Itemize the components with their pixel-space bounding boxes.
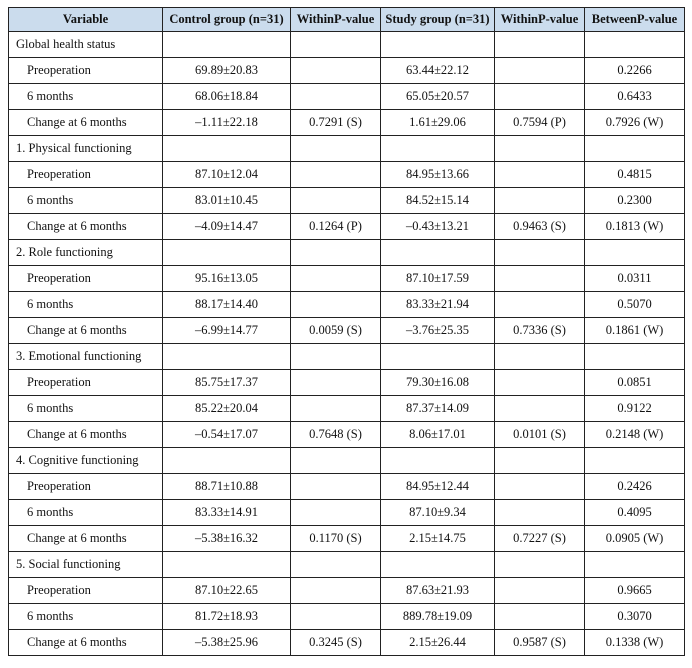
row-label: Change at 6 months [9, 214, 163, 240]
empty-cell [291, 240, 381, 266]
row-label: Change at 6 months [9, 630, 163, 656]
empty-cell [495, 32, 585, 58]
study-within-p [495, 58, 585, 84]
study-within-p [495, 474, 585, 500]
control-within-p [291, 84, 381, 110]
control-within-p [291, 500, 381, 526]
control-within-p [291, 474, 381, 500]
study-value: –0.43±13.21 [381, 214, 495, 240]
control-within-p: 0.1170 (S) [291, 526, 381, 552]
study-value: 63.44±22.12 [381, 58, 495, 84]
between-p: 0.2300 [585, 188, 685, 214]
study-within-p: 0.9587 (S) [495, 630, 585, 656]
study-value: 65.05±20.57 [381, 84, 495, 110]
empty-cell [495, 136, 585, 162]
study-value: –3.76±25.35 [381, 318, 495, 344]
between-p: 0.6433 [585, 84, 685, 110]
empty-cell [163, 344, 291, 370]
section-row [9, 136, 685, 162]
study-within-p: 0.7594 (P) [495, 110, 585, 136]
study-value: 84.95±13.66 [381, 162, 495, 188]
between-p: 0.1813 (W) [585, 214, 685, 240]
empty-cell [585, 240, 685, 266]
section-row [9, 240, 685, 266]
empty-cell [381, 136, 495, 162]
study-value: 87.63±21.93 [381, 578, 495, 604]
control-value: –0.54±17.07 [163, 422, 291, 448]
study-value: 87.10±9.34 [381, 500, 495, 526]
row-label: 6 months [9, 188, 163, 214]
row-label: 6 months [9, 84, 163, 110]
study-value: 79.30±16.08 [381, 370, 495, 396]
study-within-p [495, 292, 585, 318]
between-p: 0.7926 (W) [585, 110, 685, 136]
table-row [9, 162, 685, 188]
section-title: Global health status [9, 32, 163, 58]
between-p: 0.1861 (W) [585, 318, 685, 344]
empty-cell [495, 240, 585, 266]
study-value: 84.95±12.44 [381, 474, 495, 500]
control-within-p: 0.1264 (P) [291, 214, 381, 240]
empty-cell [381, 240, 495, 266]
control-within-p [291, 396, 381, 422]
between-p: 0.1338 (W) [585, 630, 685, 656]
study-within-p [495, 396, 585, 422]
control-value: 83.01±10.45 [163, 188, 291, 214]
table-row [9, 58, 685, 84]
table-row [9, 84, 685, 110]
control-value: 87.10±12.04 [163, 162, 291, 188]
table-row [9, 604, 685, 630]
section-row [9, 552, 685, 578]
row-label: Change at 6 months [9, 318, 163, 344]
control-value: –6.99±14.77 [163, 318, 291, 344]
control-value: 81.72±18.93 [163, 604, 291, 630]
empty-cell [163, 32, 291, 58]
header-variable: Variable [9, 8, 163, 32]
empty-cell [381, 32, 495, 58]
empty-cell [585, 32, 685, 58]
study-within-p [495, 162, 585, 188]
control-within-p [291, 292, 381, 318]
row-label: Change at 6 months [9, 110, 163, 136]
control-value: –4.09±14.47 [163, 214, 291, 240]
between-p: 0.9122 [585, 396, 685, 422]
table-row [9, 500, 685, 526]
table-row [9, 370, 685, 396]
between-p: 0.4815 [585, 162, 685, 188]
study-within-p [495, 370, 585, 396]
control-value: 88.71±10.88 [163, 474, 291, 500]
header-study-group: Study group (n=31) [381, 8, 495, 32]
study-value: 889.78±19.09 [381, 604, 495, 630]
between-p: 0.2266 [585, 58, 685, 84]
row-label: Preoperation [9, 58, 163, 84]
table-row [9, 110, 685, 136]
study-within-p [495, 604, 585, 630]
row-label: 6 months [9, 500, 163, 526]
study-value: 84.52±15.14 [381, 188, 495, 214]
row-label: 6 months [9, 396, 163, 422]
control-within-p: 0.7648 (S) [291, 422, 381, 448]
between-p: 0.0905 (W) [585, 526, 685, 552]
section-title: 2. Role functioning [9, 240, 163, 266]
header-control-group: Control group (n=31) [163, 8, 291, 32]
between-p: 0.2148 (W) [585, 422, 685, 448]
section-row [9, 32, 685, 58]
control-value: 69.89±20.83 [163, 58, 291, 84]
control-value: 83.33±14.91 [163, 500, 291, 526]
between-p: 0.3070 [585, 604, 685, 630]
table-row [9, 396, 685, 422]
between-p: 0.0311 [585, 266, 685, 292]
empty-cell [585, 344, 685, 370]
between-p: 0.4095 [585, 500, 685, 526]
table-row [9, 292, 685, 318]
study-within-p: 0.0101 (S) [495, 422, 585, 448]
control-within-p: 0.3245 (S) [291, 630, 381, 656]
control-value: 85.75±17.37 [163, 370, 291, 396]
header-control-within-p: WithinP-value [291, 8, 381, 32]
table-row [9, 214, 685, 240]
row-label: Preoperation [9, 266, 163, 292]
row-label: Preoperation [9, 578, 163, 604]
study-value: 1.61±29.06 [381, 110, 495, 136]
control-within-p [291, 578, 381, 604]
study-within-p [495, 500, 585, 526]
between-p: 0.0851 [585, 370, 685, 396]
study-value: 2.15±26.44 [381, 630, 495, 656]
row-label: Change at 6 months [9, 422, 163, 448]
study-within-p [495, 578, 585, 604]
study-within-p [495, 84, 585, 110]
table-container [8, 7, 685, 656]
control-value: –1.11±22.18 [163, 110, 291, 136]
empty-cell [495, 552, 585, 578]
table-row [9, 526, 685, 552]
section-title: 4. Cognitive functioning [9, 448, 163, 474]
table-row [9, 266, 685, 292]
row-label: 6 months [9, 604, 163, 630]
results-table [8, 7, 685, 656]
control-value: 68.06±18.84 [163, 84, 291, 110]
control-within-p: 0.0059 (S) [291, 318, 381, 344]
between-p: 0.5070 [585, 292, 685, 318]
row-label: Change at 6 months [9, 526, 163, 552]
study-value: 87.37±14.09 [381, 396, 495, 422]
between-p: 0.9665 [585, 578, 685, 604]
study-value: 8.06±17.01 [381, 422, 495, 448]
empty-cell [163, 240, 291, 266]
empty-cell [163, 136, 291, 162]
empty-cell [291, 552, 381, 578]
study-within-p: 0.9463 (S) [495, 214, 585, 240]
control-within-p: 0.7291 (S) [291, 110, 381, 136]
empty-cell [291, 32, 381, 58]
table-body [9, 32, 685, 656]
empty-cell [291, 344, 381, 370]
control-value: 88.17±14.40 [163, 292, 291, 318]
header-row [9, 8, 685, 32]
section-title: 3. Emotional functioning [9, 344, 163, 370]
empty-cell [163, 448, 291, 474]
row-label: Preoperation [9, 162, 163, 188]
section-row [9, 448, 685, 474]
control-value: 95.16±13.05 [163, 266, 291, 292]
table-row [9, 188, 685, 214]
control-within-p [291, 370, 381, 396]
table-row [9, 474, 685, 500]
empty-cell [163, 552, 291, 578]
between-p: 0.2426 [585, 474, 685, 500]
section-row [9, 344, 685, 370]
empty-cell [585, 136, 685, 162]
control-value: –5.38±25.96 [163, 630, 291, 656]
control-within-p [291, 188, 381, 214]
study-within-p: 0.7227 (S) [495, 526, 585, 552]
study-within-p [495, 266, 585, 292]
row-label: Preoperation [9, 474, 163, 500]
section-title: 5. Social functioning [9, 552, 163, 578]
control-value: 85.22±20.04 [163, 396, 291, 422]
table-row [9, 630, 685, 656]
section-title: 1. Physical functioning [9, 136, 163, 162]
empty-cell [381, 448, 495, 474]
empty-cell [381, 344, 495, 370]
control-within-p [291, 162, 381, 188]
empty-cell [381, 552, 495, 578]
empty-cell [495, 344, 585, 370]
table-row [9, 422, 685, 448]
control-within-p [291, 266, 381, 292]
study-within-p: 0.7336 (S) [495, 318, 585, 344]
study-value: 87.10±17.59 [381, 266, 495, 292]
control-within-p [291, 58, 381, 84]
study-within-p [495, 188, 585, 214]
control-value: –5.38±16.32 [163, 526, 291, 552]
empty-cell [585, 448, 685, 474]
control-within-p [291, 604, 381, 630]
table-row [9, 578, 685, 604]
row-label: Preoperation [9, 370, 163, 396]
empty-cell [585, 552, 685, 578]
header-between-p: BetweenP-value [585, 8, 685, 32]
study-value: 83.33±21.94 [381, 292, 495, 318]
empty-cell [291, 136, 381, 162]
header-study-within-p: WithinP-value [495, 8, 585, 32]
empty-cell [291, 448, 381, 474]
control-value: 87.10±22.65 [163, 578, 291, 604]
row-label: 6 months [9, 292, 163, 318]
study-value: 2.15±14.75 [381, 526, 495, 552]
empty-cell [495, 448, 585, 474]
table-row [9, 318, 685, 344]
table-header [9, 8, 685, 32]
